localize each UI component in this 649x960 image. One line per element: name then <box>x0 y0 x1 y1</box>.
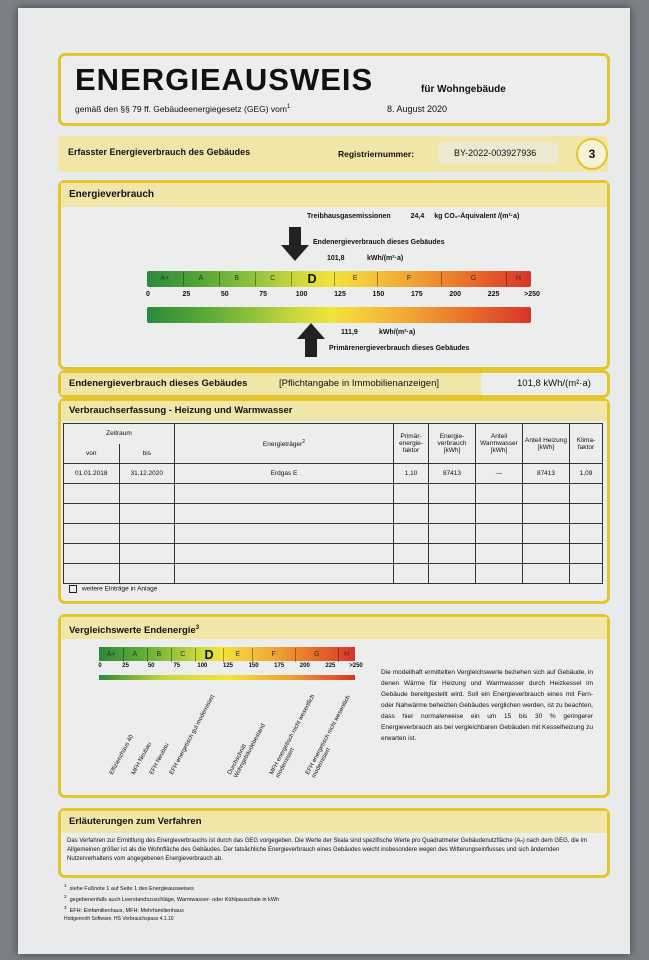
consumption-box <box>58 398 610 604</box>
footnote-2: $^2$ gegebenenfalls auch Leerstandszuschläge, Warmwasser- oder Kühlpauschale in kWh <box>64 893 280 903</box>
primary-energy-value: 111,9 <box>341 329 358 336</box>
footnote-3: $^3$ EFH: Einfamilienhaus, MFH: Mehrfamilienhaus <box>64 904 184 914</box>
col-energietraeger-label: Energieträger <box>262 441 303 449</box>
footnote-2-text: gegebenenfalls auch Leerstandszuschläge, Warmwasser- oder Kühlpauschale in kWh <box>69 896 280 903</box>
ghg-value: 24,4 <box>410 213 425 220</box>
energy-class-g: G <box>295 648 339 662</box>
consumption-table <box>63 423 603 584</box>
comparison-box <box>58 614 610 798</box>
summary-label: Endenergieverbrauch dieses Gebäudes <box>69 378 248 389</box>
comparison-label: MFH Neubau <box>131 741 154 776</box>
registration-value-box <box>438 142 558 164</box>
col-energietraeger-footnote: 2 <box>302 438 306 445</box>
energy-class-c: C <box>171 648 196 662</box>
cell-traeger: Erdgas E <box>175 464 394 484</box>
section-label: Erfasster Energieverbrauch des Gebäudes <box>68 147 251 157</box>
header-box <box>58 53 610 126</box>
col-zeitraum: Zeitraum <box>64 424 175 444</box>
scale-tick-label: 175 <box>274 663 285 669</box>
cell-verbrauch: 87413 <box>429 464 476 484</box>
comparison-bottom-bar <box>99 675 355 680</box>
col-bis: bis <box>119 444 175 464</box>
scale-tick-label: 175 <box>410 291 423 298</box>
scale-tick-label: 125 <box>334 291 346 298</box>
scale-tick-label: 225 <box>487 291 500 298</box>
page-number-badge <box>576 138 608 170</box>
table-row <box>64 464 603 484</box>
footnotes <box>64 882 279 914</box>
scale-tick-label: 200 <box>449 291 462 298</box>
scale-tick-label: 25 <box>182 291 191 298</box>
col-primaer: Primär-energie-faktor <box>394 424 429 464</box>
building-type: für Wohngebäude <box>421 84 506 95</box>
scale-tick-label: 125 <box>222 663 233 669</box>
summary-value: 101,8 kWh/(m²·a) <box>517 378 591 389</box>
scale-tick-label: 100 <box>295 291 308 298</box>
comparison-text: Die modellhaft ermittelten Vergleichswerte beziehen sich auf Gebäude, in denen Wärme für Heizung und Warmwasser durch Heizkessel im Gebäude bereitgestellt wird. Soll ein Energieverbrauch eines mit Fern- oder Nahwärme beheizten Gebäudes verglichen werden, ist zu beachten, dass hier normalerweise ein um 15 bis 30 % geringerer Energieverbrauch als bei vergleichbaren Gebäuden mit Kesselheizung zu erwarten ist. <box>381 669 593 742</box>
footnote-1: $^1$ siehe Fußnote 1 auf Seite 1 des Energieausweises <box>64 883 194 892</box>
energy-class-b: B <box>219 272 256 286</box>
document-title: ENERGIEAUSWEIS <box>75 62 374 97</box>
consumption-title: Verbrauchserfassung - Heizung und Warmwasser <box>61 401 607 421</box>
scale-tick-label: 225 <box>325 663 336 669</box>
law-footnote-mark: 1 <box>287 104 291 111</box>
comparison-labels <box>99 683 359 783</box>
energy-class-aplus: A+ <box>147 272 184 286</box>
comparison-label: EFH Neubau <box>149 742 171 776</box>
energy-consumption-box <box>58 180 610 370</box>
table-row <box>64 564 603 584</box>
primary-energy-label: Primärenergieverbrauch dieses Gebäudes <box>329 345 470 352</box>
footnote-3-text: EFH: Einfamilienhaus, MFH: Mehrfamilienhaus <box>69 907 184 914</box>
comparison-label: EFH energetisch gut modernisiert <box>169 694 217 776</box>
col-warmwasser: Anteil Warmwasser [kWh] <box>476 424 523 464</box>
col-energietraeger <box>175 424 394 464</box>
scale-tick-label: 50 <box>147 663 155 669</box>
comparison-label: EFH energetisch nicht wesentlich modernisiert <box>305 694 352 780</box>
cell-von: 01.01.2018 <box>64 464 120 484</box>
summary-box <box>58 370 610 398</box>
document-page <box>18 8 630 954</box>
end-energy-unit: kWh/(m²·a) <box>367 255 404 262</box>
cell-klima: 1,09 <box>570 464 603 484</box>
summary-note: [Pflichtangabe in Immobilienanzeigen] <box>279 378 440 389</box>
registration-number: BY-2022-003927936 <box>454 148 537 158</box>
scale-tick-label: 25 <box>122 663 129 669</box>
comparison-label: Effizienzhaus 40 <box>109 734 135 776</box>
scale-tick-label: >250 <box>349 663 363 669</box>
registration-label: Registriernummer: <box>338 149 415 159</box>
cell-heizung: 87413 <box>523 464 570 484</box>
comparison-label: MFH energetisch nicht wesentlich modernisiert <box>269 693 317 780</box>
energy-class-e: E <box>223 648 253 662</box>
end-energy-label: Endenergieverbrauch dieses Gebäudes <box>313 239 445 246</box>
more-entries <box>69 585 157 593</box>
scale-tick-label: 150 <box>372 291 385 298</box>
energy-class-d: D <box>195 648 225 662</box>
energy-scale-classes <box>147 272 531 286</box>
energy-class-f: F <box>252 648 296 662</box>
more-entries-label: weitere Einträge in Anlage <box>81 585 158 593</box>
page-number: 3 <box>588 147 596 161</box>
cell-primaer: 1,10 <box>394 464 429 484</box>
scale-tick-label: 0 <box>146 291 150 298</box>
law-date: 8. August 2020 <box>387 104 448 114</box>
primary-energy-scale <box>147 307 531 323</box>
col-klima: Klima-faktor <box>570 424 603 464</box>
end-energy-value: 101,8 <box>327 255 345 262</box>
energy-class-c: C <box>255 272 292 286</box>
footnote-1-text: siehe Fußnote 1 auf Seite 1 des Energieausweises <box>69 885 194 892</box>
cell-bis: 31.12.2020 <box>119 464 175 484</box>
explanation-text: Das Verfahren zur Ermittlung des Energieverbrauchs ist durch das GEG vorgegeben. Die Werte der Skala sind spezifische Werte pro Quadratmeter Gebäudenutzfläche (Aₙ) nach dem GEG, die im Allgemeinen größer ist als die Wohnfläche des Gebäudes. Der tatsächliche Energieverbrauch eines Gebäudes weicht insbesondere wegen des Witterungseinflusses und sich ändernden Nutzerverhaltens vom angegebenen Energieverbrauch ab. <box>67 838 588 862</box>
comparison-footnote: 3 <box>195 625 200 631</box>
ghg-unit: kg CO₂-Äquivalent /(m²·a) <box>434 213 520 220</box>
primary-energy-arrow <box>297 323 327 364</box>
energy-class-g: G <box>441 272 507 286</box>
ghg-label: Treibhausgasemissionen <box>307 213 391 220</box>
software-note: Hottgenroth Software, HS Verbrauchspass 4.1.10 <box>64 916 174 922</box>
table-row <box>64 484 603 504</box>
col-heizung: Anteil Heizung [kWh] <box>523 424 570 464</box>
energy-class-e: E <box>334 272 378 286</box>
energy-scale-ticks <box>146 291 540 303</box>
scale-tick-label: 75 <box>259 291 268 298</box>
scale-tick-label: 100 <box>197 663 208 669</box>
comparison-scale-classes <box>99 648 355 660</box>
energy-consumption-title: Energieverbrauch <box>61 183 607 207</box>
law-text: gemäß den §§ 79 ff. Gebäudeenergiegesetz (GEG) vom <box>75 104 287 114</box>
energy-class-a: A <box>183 272 220 286</box>
table-row <box>64 544 603 564</box>
comparison-label: Durchschnitt Wohngebäudebestand <box>227 723 267 780</box>
energy-class-aplus: A+ <box>99 648 124 662</box>
comparison-scale-ticks <box>98 663 363 673</box>
table-row <box>64 524 603 544</box>
explanation-title: Erläuterungen zum Verfahren <box>61 811 607 833</box>
energy-class-h: H <box>515 275 521 282</box>
scale-tick-label: 75 <box>173 663 181 669</box>
explanation-box <box>58 808 610 878</box>
energy-class-h: H <box>344 651 350 658</box>
energy-class-a: A <box>123 648 148 662</box>
energy-class-d: D <box>291 272 335 286</box>
col-verbrauch: Energie-verbrauch [kWh] <box>429 424 476 464</box>
scale-tick-label: 50 <box>220 291 229 298</box>
scale-tick-label: 150 <box>248 663 259 669</box>
table-row <box>64 504 603 524</box>
comparison-title-bar <box>61 617 607 639</box>
scale-tick-label: >250 <box>524 291 540 298</box>
cell-warmwasser: — <box>476 464 523 484</box>
primary-energy-unit: kWh/(m²·a) <box>379 329 416 336</box>
scale-tick-label: 200 <box>299 663 310 669</box>
more-entries-checkbox[interactable] <box>69 585 77 593</box>
law-reference <box>75 104 290 114</box>
col-von: von <box>64 444 120 464</box>
energy-class-b: B <box>147 648 172 662</box>
registration-bar <box>58 136 608 172</box>
scale-tick-label: 0 <box>98 663 102 669</box>
energy-class-f: F <box>377 272 443 286</box>
comparison-title: Vergleichswerte Endenergie <box>69 625 196 637</box>
ghg-line <box>307 213 519 220</box>
